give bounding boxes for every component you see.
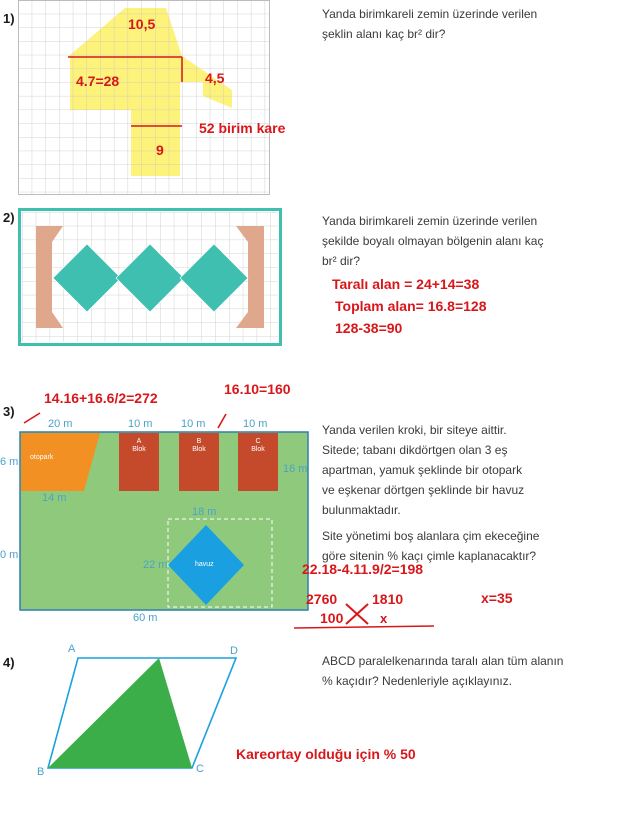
q3-annotation-trapezoid: 14.16+16.6/2=272	[44, 390, 158, 406]
q1-annotation-bottom: 9	[156, 142, 164, 158]
q4-vertex-a: A	[68, 643, 76, 655]
q2-annotation-total: Toplam alan= 16.8=128	[335, 298, 487, 314]
q3-annotation-xresult: x=35	[481, 590, 513, 606]
q2-diamonds	[53, 244, 248, 312]
q2-grid-figure	[18, 208, 282, 346]
q3-pool-label: havuz	[195, 561, 214, 568]
q3-block-a-label: A Blok	[132, 438, 146, 453]
q3-annotation-grass: 22.18-4.11.9/2=198	[302, 561, 424, 577]
q3-label-14m: 14 m	[42, 492, 67, 504]
q3-annotation-1810: 1810	[372, 591, 404, 607]
q3-label-0m: 0 m	[0, 549, 19, 561]
q2-annotation-shaded: Taralı alan = 24+14=38	[332, 276, 480, 292]
q3-label-18m: 18 m	[192, 506, 217, 518]
q1-annotation-left: 4.7=28	[76, 73, 120, 89]
q3-label-22m: 22 m	[143, 559, 168, 571]
q3-annotation-blocks: 16.10=160	[224, 381, 291, 397]
q3-parking-label: otopark	[30, 454, 54, 461]
q4-vertex-b: B	[37, 766, 45, 778]
q4-shaded-triangle	[48, 658, 192, 768]
q3-label-10m-b: 10 m	[181, 418, 206, 430]
q3-block-b-label: B Blok	[192, 438, 206, 453]
q1-annotation-top: 10,5	[128, 16, 156, 32]
question-3-number: 3)	[3, 404, 15, 419]
q3-annotation-2760: 2760	[306, 591, 338, 607]
question-4-number: 4)	[3, 655, 15, 670]
q4-vertex-d: D	[230, 645, 238, 657]
q3-label-6m: 6 m	[0, 456, 19, 468]
q3-block-c-label: C Blok	[251, 438, 265, 453]
q4-parallelogram	[30, 640, 260, 780]
question-1-text: Yanda birimkareli zemin üzerinde verilen şeklin alanı kaç br² dir?	[322, 7, 538, 41]
q3-cross-multiplication	[290, 598, 438, 634]
question-2-number: 2)	[3, 210, 15, 225]
question-2-text: Yanda birimkareli zemin üzerinde verilen şekilde boyalı olmayan bölgenin alanı kaç br² dir?	[322, 214, 544, 268]
question-4-text: ABCD paralelkenarında taralı alan tüm alanın % kaçıdır? Nedenleriyle açıklayınız.	[322, 654, 564, 688]
q3-label-10m-a: 10 m	[128, 418, 153, 430]
q3-annotation-100: 100	[320, 610, 344, 626]
q4-annotation-answer: Kareortay olduğu için % 50	[236, 746, 416, 762]
question-3-text: Yanda verilen kroki, bir siteye aittir. Sitede; tabanı dikdörtgen olan 3 eş apartman, yamuk şeklinde bir otopark ve eşkenar dörtgen şeklinde bir havuz bulunmaktadır. Site yönetimi boş alanlara çim ekeceğine göre sitenin % kaçı çimle kaplanacaktır?	[322, 423, 540, 563]
q4-vertex-c: C	[196, 763, 204, 775]
q3-label-16m: 16 m	[283, 463, 308, 475]
q3-label-60m: 60 m	[133, 612, 158, 624]
q2-annotation-result: 128-38=90	[335, 320, 403, 336]
q3-label-10m-c: 10 m	[243, 418, 268, 430]
q3-annotation-x: x	[380, 611, 388, 626]
q1-annotation-right: 4,5	[205, 70, 225, 86]
question-1-number: 1)	[3, 11, 15, 26]
q3-label-20m: 20 m	[48, 418, 73, 430]
q1-annotation-result: 52 birim kare	[199, 120, 286, 136]
q3-site-plan	[0, 404, 310, 624]
